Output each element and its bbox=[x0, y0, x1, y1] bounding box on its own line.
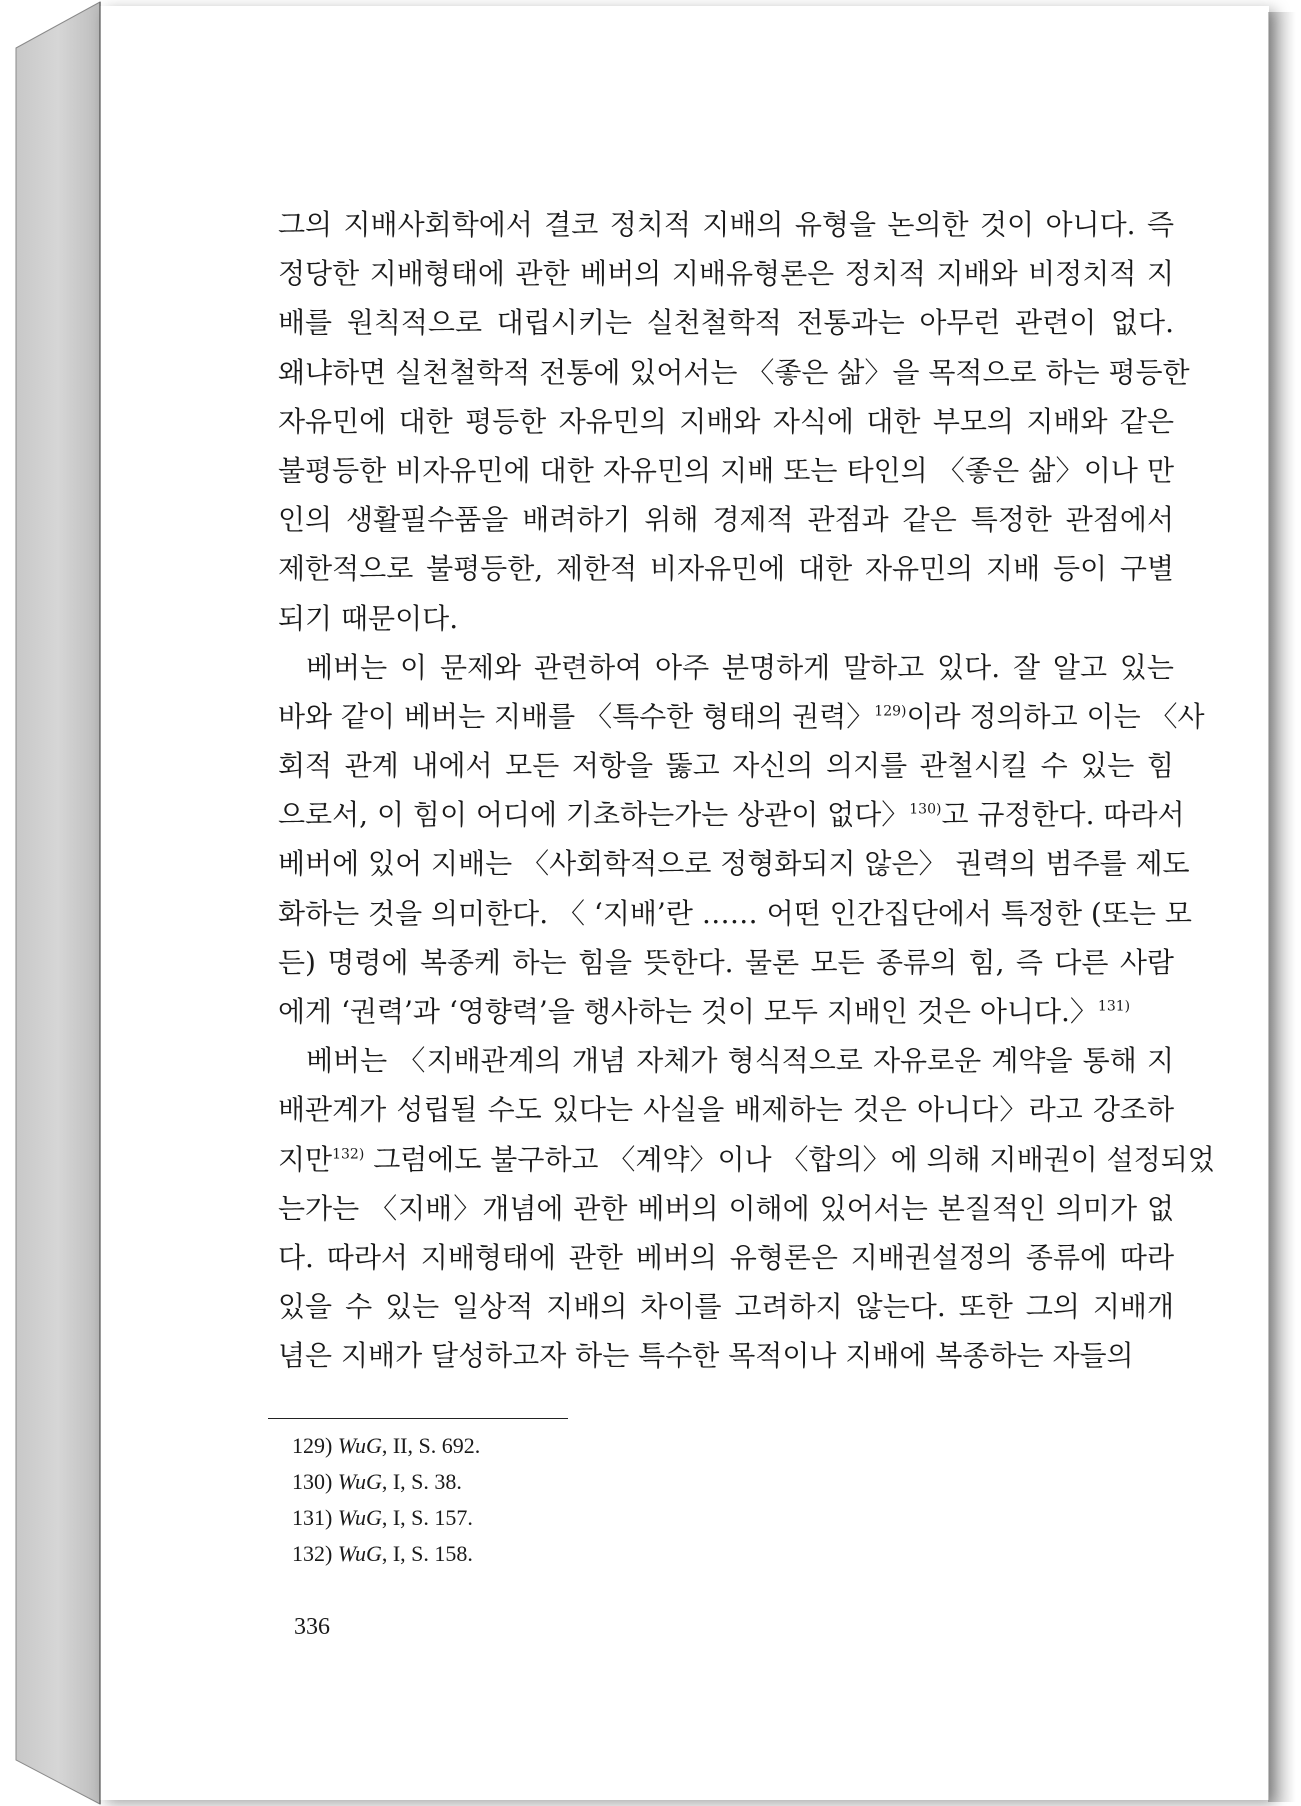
text-line: 으로서, 이 힘이 어디에 기초하는가는 상관이 없다〉$^{130)}$고 규정한다. 따라서 bbox=[278, 798, 1185, 832]
body-text bbox=[278, 200, 1215, 1381]
footnote-ref: 132) bbox=[332, 1146, 365, 1163]
text-line: 베버에 있어 지배는 〈사회학적으로 정형화되지 않은〉 권력의 범주를 제도 bbox=[278, 847, 1190, 881]
footnote: 131) WuG, I, S. 157. bbox=[292, 1505, 473, 1530]
text-line: 제한적으로 불평등한, 제한적 비자유민에 대한 자유민의 지배 등이 구별 bbox=[278, 552, 1174, 586]
text-line: 인의 생활필수품을 배려하기 위해 경제적 관점과 같은 특정한 관점에서 bbox=[278, 503, 1174, 537]
footnote: 132) WuG, I, S. 158. bbox=[292, 1541, 473, 1566]
book-spine bbox=[0, 0, 105, 1806]
text-line: 는가는 〈지배〉개념에 관한 베버의 이해에 있어서는 본질적인 의미가 없 bbox=[278, 1191, 1174, 1225]
text-line: 회적 관계 내에서 모든 저항을 뚫고 자신의 의지를 관철시킬 수 있는 힘 bbox=[278, 749, 1174, 783]
footnote: 129) WuG, II, S. 692. bbox=[292, 1433, 481, 1458]
text-line: 화하는 것을 의미한다. 〈 ‘지배’란 …… 어떤 인간집단에서 특정한 (또는 모 bbox=[278, 896, 1192, 930]
text-line: 바와 같이 베버는 지배를 〈특수한 형태의 권력〉$^{129)}$이라 정의하고 이는 〈사 bbox=[278, 699, 1205, 733]
text-line: 베버는 이 문제와 관련하여 아주 분명하게 말하고 있다. 잘 알고 있는 bbox=[306, 650, 1174, 684]
text-line: 지만$^{132)}$ 그럼에도 불구하고 〈계약〉이나 〈합의〉에 의해 지배권이 설정되었 bbox=[278, 1142, 1215, 1176]
page-shadow bbox=[1268, 12, 1296, 1802]
text-line: 베버는 〈지배관계의 개념 자체가 형식적으로 자유로운 계약을 통해 지 bbox=[306, 1044, 1174, 1078]
text-line: 념은 지배가 달성하고자 하는 특수한 목적이나 지배에 복종하는 자들의 bbox=[278, 1339, 1134, 1373]
text-line: 불평등한 비자유민에 대한 자유민의 지배 또는 타인의 〈좋은 삶〉이나 만 bbox=[278, 453, 1174, 487]
text-line: 되기 때문이다. bbox=[278, 601, 459, 635]
footnotes bbox=[292, 1428, 480, 1572]
text-line: 왜냐하면 실천철학적 전통에 있어서는 〈좋은 삶〉을 목적으로 하는 평등한 bbox=[278, 355, 1190, 389]
text-line: 그의 지배사회학에서 결코 정치적 지배의 유형을 논의한 것이 아니다. 즉 bbox=[278, 208, 1174, 241]
text-line: 든) 명령에 복종케 하는 힘을 뜻한다. 물론 모든 종류의 힘, 즉 다른 사람 bbox=[278, 945, 1174, 979]
page-number: 336 bbox=[294, 1614, 330, 1640]
footnote-rule bbox=[268, 1418, 568, 1419]
text-line: 정당한 지배형태에 관한 베버의 지배유형론은 정치적 지배와 비정치적 지 bbox=[278, 257, 1174, 291]
footnote-ref: 129) bbox=[874, 703, 907, 720]
footnote-ref: 131) bbox=[1097, 998, 1131, 1015]
text-line: 배관계가 성립될 수도 있다는 사실을 배제하는 것은 아니다〉라고 강조하 bbox=[278, 1093, 1174, 1127]
text-line: 다. 따라서 지배형태에 관한 베버의 유형론은 지배권설정의 종류에 따라 bbox=[278, 1240, 1174, 1274]
text-line: 자유민에 대한 평등한 자유민의 지배와 자식에 대한 부모의 지배와 같은 bbox=[278, 404, 1174, 438]
footnote: 130) WuG, I, S. 38. bbox=[292, 1469, 462, 1494]
text-line: 에게 ‘권력’과 ‘영향력’을 행사하는 것이 모두 지배인 것은 아니다.〉$^{131)}$ bbox=[278, 995, 1131, 1028]
footnote-ref: 130) bbox=[909, 801, 942, 818]
text-line: 있을 수 있는 일상적 지배의 차이를 고려하지 않는다. 또한 그의 지배개 bbox=[278, 1290, 1174, 1324]
text-line: 배를 원칙적으로 대립시키는 실천철학적 전통과는 아무런 관련이 없다. bbox=[278, 306, 1174, 340]
